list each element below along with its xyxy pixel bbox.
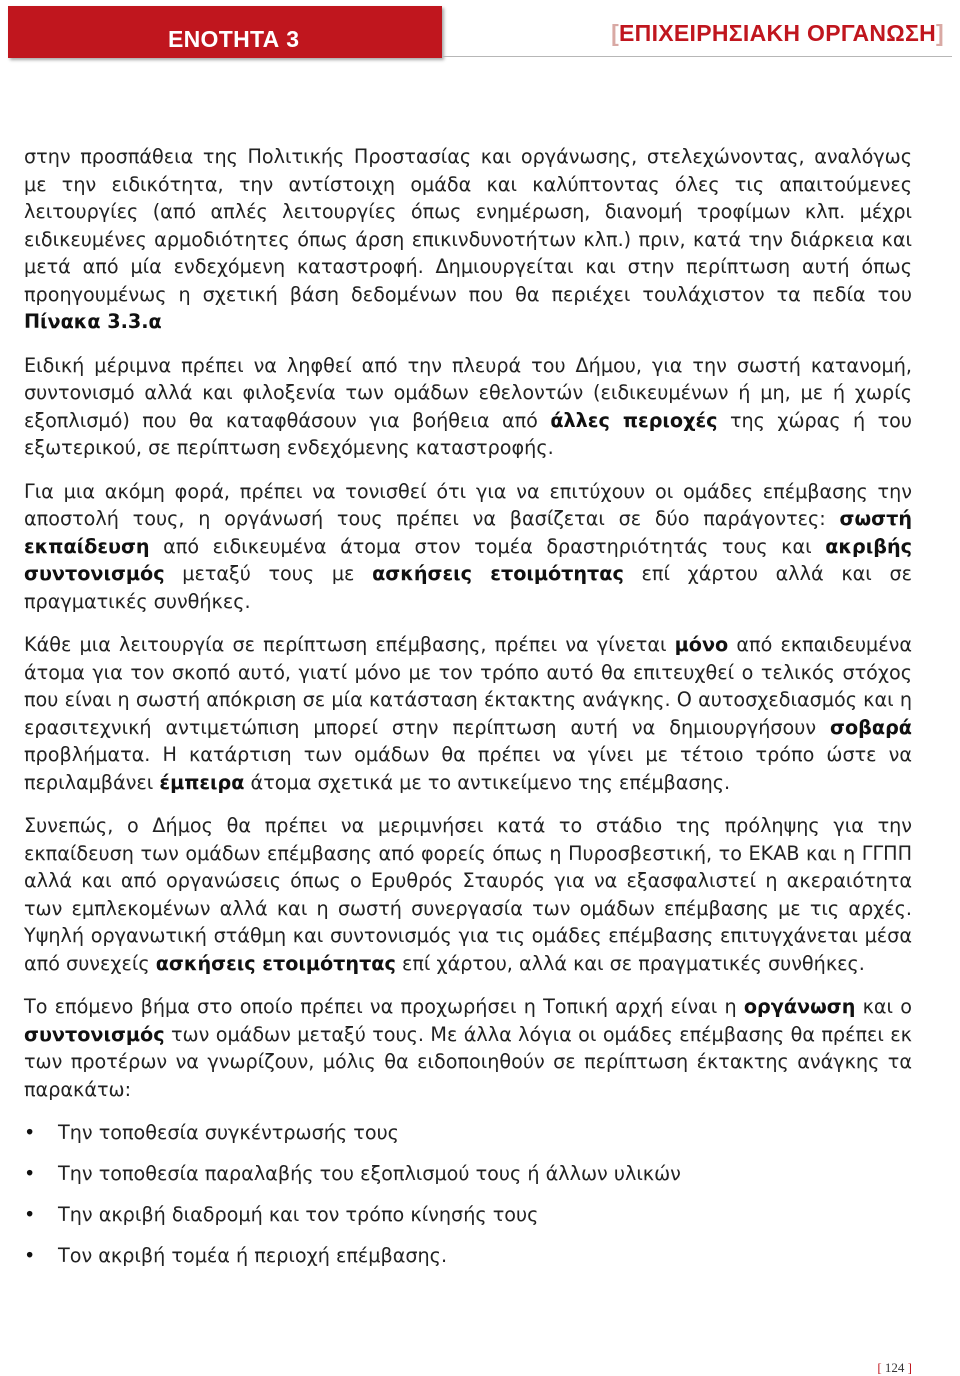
header-divider xyxy=(442,56,952,57)
bullet-list xyxy=(24,1119,912,1270)
text-run: της χώρας ή του εξωτερικού, σε περίπτωση ενδεχόμενης καταστροφής. xyxy=(24,408,912,459)
section-header-bar xyxy=(8,6,442,58)
text-run: Ειδική μέριμνα πρέπει να ληφθεί από την πλευρά του Δήμου, για την σωστή κατανομή, συντονισμό αλλά και φιλοξενία των ομάδων εθελοντών (ειδικευμένων ή μη, με ή χωρίς εξοπλισμό) που θα καταφθάσουν για βοήθεια από xyxy=(24,353,912,432)
section-label: ΕΝΟΤΗΤΑ 3 xyxy=(168,26,300,52)
paragraph xyxy=(24,631,912,796)
emphasis: σοβαρά xyxy=(830,715,912,739)
emphasis: σωστή εκπαίδευση xyxy=(24,507,912,558)
emphasis: άλλες περιοχές xyxy=(550,408,718,432)
text-run: στην προσπάθεια της Πολιτικής Προστασίας και οργάνωσης, στελεχώνοντας, αναλόγως με την ειδικότητα, την αντίστοιχη ομάδα και καλύπτοντας όλες τις απαιτούμενες λειτουργίες (από απλές λειτουργίες όπως ενημέρωση, διανομή τροφίμων κλπ. μέχρι ειδικευμένες αρμοδιότητες όπως άρση επικινδυνοτήτων κλπ.) πριν, κατά την διάρκεια και μετά από μία ενδεχόμενη καταστροφή. Δημιουργείται και στην περίπτωση αυτή όπως προηγουμένως η σχετική βάση δεδομένων που θα περιέχει τουλάχιστον τα πεδία του xyxy=(24,145,912,306)
text-run: και ο xyxy=(855,995,913,1018)
paragraph xyxy=(24,143,912,336)
text-run: επί χάρτου αλλά και σε πραγματικές συνθήκες. xyxy=(24,562,912,613)
document-body xyxy=(24,143,912,1283)
emphasis: ασκήσεις ετοιμότητας xyxy=(372,562,624,585)
chapter-title-text: ΕΠΙΧΕΙΡΗΣΙΑΚΗ ΟΡΓΑΝΩΣΗ xyxy=(619,20,937,46)
emphasis: συντονισμός xyxy=(24,1022,165,1046)
text-run: από εκπαιδευμένα άτομα για τον σκοπό αυτό, γιατί μόνο με τον τρόπο αυτό θα επιτευχθεί ο τελικός στόχος που είναι η σωστή απόκριση σε μία κατάσταση έκτακτης ανάγκης. Ο αυτοσχεδιασμός και η ερασιτεχνική αντιμετώπιση μπορεί στην περίπτωση αυτή να δημιουργήσουν xyxy=(24,633,912,739)
page-number xyxy=(877,1360,912,1376)
emphasis: έμπειρα xyxy=(159,770,245,794)
paragraph xyxy=(24,478,912,616)
chapter-title xyxy=(611,20,944,47)
page-bracket-open: [ xyxy=(877,1360,882,1375)
text-run: από ειδικευμένα άτομα στον τομέα δραστηριότητάς τους και xyxy=(149,534,826,558)
emphasis: μόνο xyxy=(674,633,729,656)
text-run: των ομάδων μεταξύ τους. Με άλλα λόγια οι ομάδες επέμβασης θα πρέπει εκ των προτέρων να γνωρίζουν, μόλις θα ειδοποιηθούν σε περίπτωση έκτακτης ανάγκης τα παρακάτω: xyxy=(24,1022,912,1101)
text-run: Συνεπώς, ο Δήμος θα πρέπει να μεριμνήσει κατά το στάδιο της πρόληψης για την εκπαίδευση των ομάδων επέμβασης από φορείς όπως η Πυροσβεστική, το ΕΚΑΒ και η ΓΓΠΠ αλλά και από οργανώσεις όπως ο Ερυθρός Σταυρός για να εξασφαλιστεί η ακεραιότητα των εμπλεκομένων αλλά και η σωστή συνεργασία των ομάδων επέμβασης με τις αρχές. Υψηλή οργανωτική στάθμη και συντονισμός για τις ομάδες επέμβασης επιτυγχάνεται μέσα από συνεχείς xyxy=(24,814,912,975)
emphasis: ασκήσεις ετοιμότητας xyxy=(155,951,396,975)
paragraph xyxy=(24,812,912,977)
text-run: Το επόμενο βήμα στο οποίο πρέπει να προχωρήσει η Τοπική αρχή είναι η xyxy=(24,995,744,1018)
text-run: άτομα σχετικά με το αντικείμενο της επέμβασης. xyxy=(244,770,731,794)
page-bracket-close: ] xyxy=(907,1360,912,1375)
table-reference: Πίνακα 3.3.α xyxy=(24,310,162,333)
list-item: • Τον ακριβή τομέα ή περιοχή επέμβασης. xyxy=(24,1242,912,1270)
title-bracket-close: ] xyxy=(936,20,944,46)
emphasis: οργάνωση xyxy=(743,995,856,1018)
list-item: • Την τοποθεσία παραλαβής του εξοπλισμού τους ή άλλων υλικών xyxy=(24,1160,912,1188)
emphasis: ακριβής συντονισμός xyxy=(24,534,912,585)
title-bracket-open: [ xyxy=(611,20,620,46)
text-run: επί χάρτου, αλλά και σε πραγματικές συνθήκες. xyxy=(395,951,865,975)
text-run: Για μια ακόμη φορά, πρέπει να τονισθεί ότι για να επιτύχουν οι ομάδες επέμβασης την αποστολή τους, η οργάνωσή τους πρέπει να βασίζεται σε δύο παράγοντες: xyxy=(24,479,912,530)
paragraph xyxy=(24,352,912,462)
page-number-value: 124 xyxy=(884,1360,905,1375)
text-run: Κάθε μια λειτουργία σε περίπτωση επέμβασης, πρέπει να γίνεται xyxy=(24,633,675,656)
list-item: • Την τοποθεσία συγκέντρωσής τους xyxy=(24,1119,912,1147)
text-run: μεταξύ τους με xyxy=(164,562,373,585)
text-run: προβλήματα. Η κατάρτιση των ομάδων θα πρέπει να γίνει με τέτοιο τρόπο ώστε να περιλαμβάνει xyxy=(24,743,912,794)
list-item: • Την ακριβή διαδρομή και τον τρόπο κίνησής τους xyxy=(24,1201,912,1229)
paragraph xyxy=(24,993,912,1103)
